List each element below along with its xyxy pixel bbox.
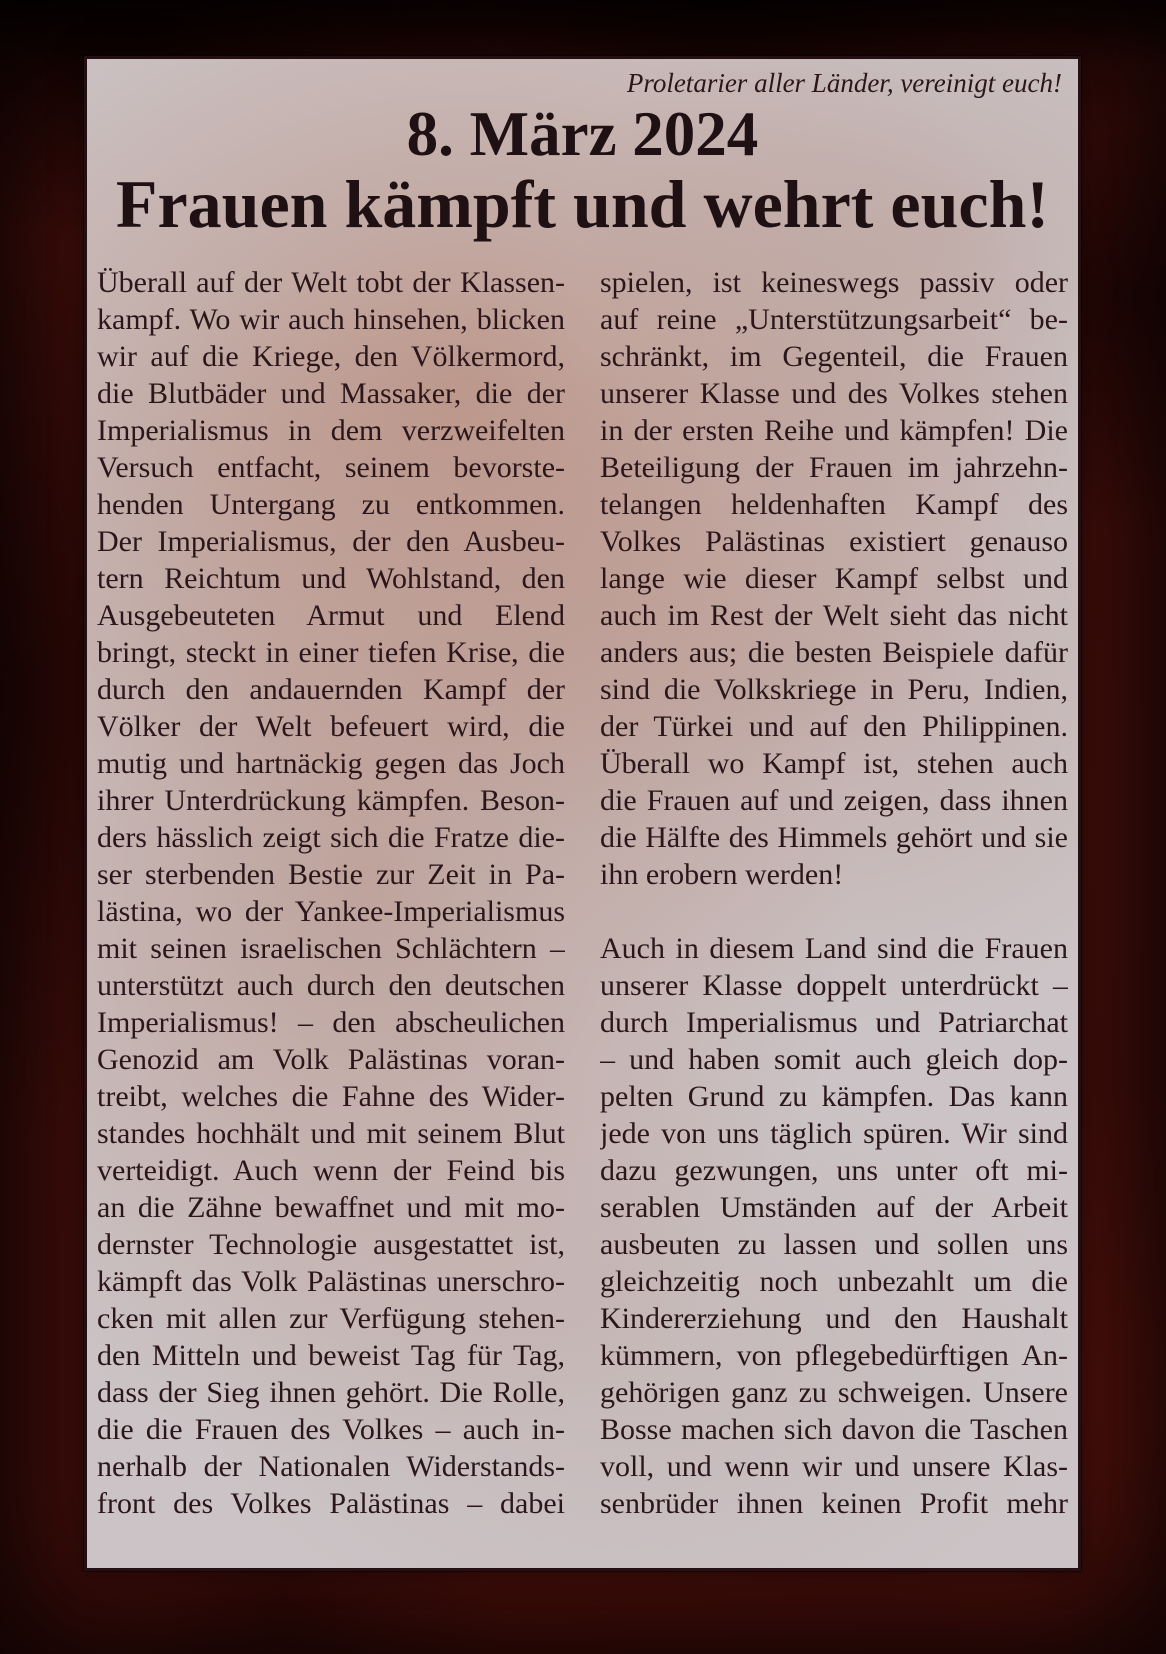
text-line: front des Volkes Palästinas – dabei [97, 1487, 565, 1520]
text-line: schränkt, im Gegenteil, die Frauen [600, 340, 1068, 373]
text-line: bringt, steckt in einer tiefen Krise, die [97, 636, 565, 669]
text-line: mit seinen israelischen Schlächtern – [97, 932, 565, 965]
text-line: gleichzeitig noch unbezahlt um die [600, 1265, 1068, 1298]
text-line: die Hälfte des Himmels gehört und sie [600, 821, 1068, 854]
text-line: die die Frauen des Volkes – auch in- [97, 1413, 565, 1446]
main-headline: Frauen kämpft und wehrt euch! [115, 166, 1050, 242]
text-line: verteidigt. Auch wenn der Feind bis [97, 1154, 565, 1187]
left-column [97, 266, 565, 1524]
text-line: unserer Klasse und des Volkes stehen [600, 377, 1068, 410]
text-line: Kindererziehung und den Haushalt [600, 1302, 1068, 1335]
text-line: Imperialismus! – den abscheulichen [97, 1006, 565, 1039]
text-line: serablen Umständen auf der Arbeit [600, 1191, 1068, 1224]
text-line: nerhalb der Nationalen Widerstands- [97, 1450, 565, 1483]
text-line: ihn erobern werden! [600, 858, 844, 891]
text-line: dass der Sieg ihnen gehört. Die Rolle, [97, 1376, 565, 1409]
text-line: treibt, welches die Fahne des Wider- [97, 1080, 565, 1113]
text-line: jede von uns täglich spüren. Wir sind [600, 1117, 1068, 1150]
text-line: ser sterbenden Bestie zur Zeit in Pa- [97, 858, 565, 891]
text-line: ders hässlich zeigt sich die Fratze die- [97, 821, 565, 854]
date-title: 8. März 2024 [406, 99, 759, 169]
right-column [600, 266, 1068, 1524]
text-line: anders aus; die besten Beispiele dafür [600, 636, 1068, 669]
text-line: lästina, wo der Yankee-Imperialismus [97, 895, 565, 928]
text-line: Volkes Palästinas existiert genauso [600, 525, 1068, 558]
text-line: telangen heldenhaften Kampf des [600, 488, 1068, 521]
text-line: voll, und wenn wir und unsere Klas- [600, 1450, 1068, 1483]
text-line: Völker der Welt befeuert wird, die [97, 710, 565, 743]
text-line: ihrer Unterdrückung kämpfen. Beson- [97, 784, 565, 817]
text-line: sind die Volkskriege in Peru, Indien, [600, 673, 1068, 706]
paragraph-gap [600, 895, 1068, 932]
text-line: pelten Grund zu kämpfen. Das kann [600, 1080, 1068, 1113]
text-line: Bosse machen sich davon die Taschen [600, 1413, 1068, 1446]
text-line: tern Reichtum und Wohlstand, den [97, 562, 565, 595]
text-line: die Blutbäder und Massaker, die der [97, 377, 565, 410]
text-line: unserer Klasse doppelt unterdrückt – [600, 969, 1068, 1002]
text-line: kämpft das Volk Palästinas unerschro- [97, 1265, 565, 1298]
text-line: an die Zähne bewaffnet und mit mo- [97, 1191, 565, 1224]
text-line: Der Imperialismus, der den Ausbeu- [97, 525, 565, 558]
text-line: die Frauen auf und zeigen, dass ihnen [600, 784, 1068, 817]
masthead-slogan: Proletarier aller Länder, vereinigt euch! [626, 68, 1062, 98]
text-line: auch im Rest der Welt sieht das nicht [600, 599, 1068, 632]
text-line: – und haben somit auch gleich dop- [600, 1043, 1068, 1076]
text-line: dazu gezwungen, uns unter oft mi- [600, 1154, 1068, 1187]
text-line: durch den andauernden Kampf der [97, 673, 565, 706]
text-line: Überall wo Kampf ist, stehen auch [600, 747, 1068, 780]
text-line: der Türkei und auf den Philippinen. [600, 710, 1068, 743]
text-line: cken mit allen zur Verfügung stehen- [97, 1302, 565, 1335]
text-line: Genozid am Volk Palästinas voran- [97, 1043, 565, 1076]
text-line: ausbeuten zu lassen und sollen uns [600, 1228, 1068, 1261]
text-line: Beteiligung der Frauen im jahrzehn- [600, 451, 1068, 484]
text-line: unterstützt auch durch den deutschen [97, 969, 565, 1002]
text-line: Ausgebeuteten Armut und Elend [97, 599, 565, 632]
text-line: auf reine „Unterstützungsarbeit“ be- [600, 303, 1068, 336]
text-line: Auch in diesem Land sind die Frauen [600, 932, 1068, 965]
text-line: wir auf die Kriege, den Völkermord, [97, 340, 565, 373]
text-line: Überall auf der Welt tobt der Klassen- [97, 266, 565, 299]
text-line: senbrüder ihnen keinen Profit mehr [600, 1487, 1068, 1520]
text-line: in der ersten Reihe und kämpfen! Die [600, 414, 1068, 447]
text-line: den Mitteln und beweist Tag für Tag, [97, 1339, 565, 1372]
text-line: durch Imperialismus und Patriarchat [600, 1006, 1068, 1039]
text-line: Versuch entfacht, seinem bevorste- [97, 451, 565, 484]
text-line: henden Untergang zu entkommen. [97, 488, 565, 521]
text-line: gehörigen ganz zu schweigen. Unsere [600, 1376, 1068, 1409]
text-line: mutig und hartnäckig gegen das Joch [97, 747, 565, 780]
text-line: Imperialismus in dem verzweifelten [97, 414, 565, 447]
text-line: dernster Technologie ausgestattet ist, [97, 1228, 565, 1261]
text-line: kümmern, von pflegebedürftigen An- [600, 1339, 1068, 1372]
text-line: standes hochhält und mit seinem Blut [97, 1117, 565, 1150]
text-line: spielen, ist keineswegs passiv oder [600, 266, 1068, 299]
text-line: lange wie dieser Kampf selbst und [600, 562, 1068, 595]
article-columns [87, 266, 1078, 1524]
leaflet-paper [84, 56, 1081, 1571]
text-line: kampf. Wo wir auch hinsehen, blicken [97, 303, 565, 336]
